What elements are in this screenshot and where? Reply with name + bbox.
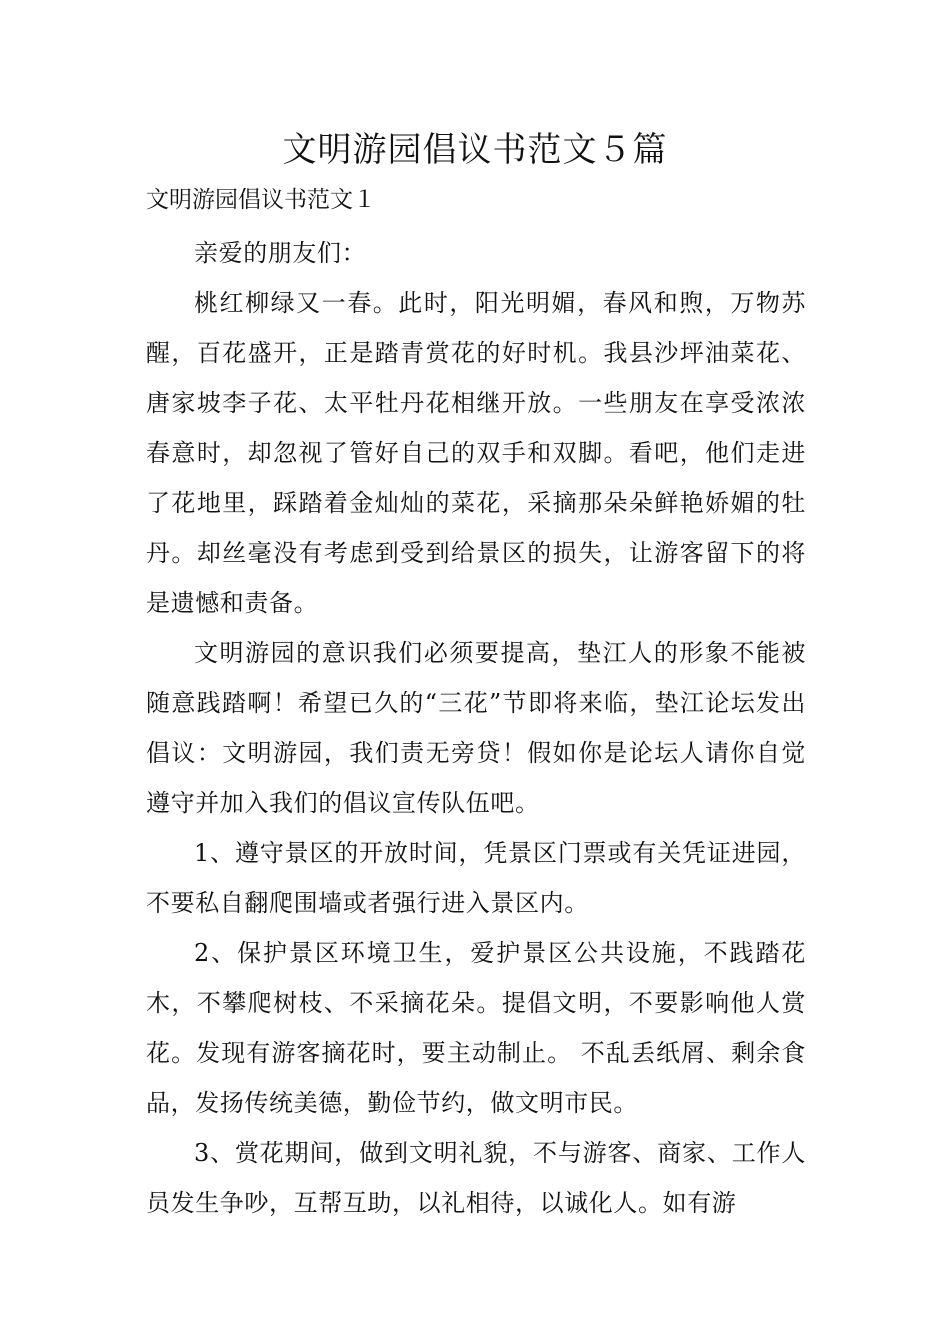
rule-item-2: 2、保护景区环境卫生，爱护景区公共设施，不践踏花木，不攀爬树枝、不采摘花朵。提倡文明，不要影响他人赏花。发现有游客摘花时，要主动制止。 不乱丢纸屑、剩余食品，发扬传统美德，勤俭节约，做文明市民。: [146, 939, 806, 1117]
paragraph-spring-scene: 桃红柳绿又一春。此时，阳光明媚，春风和煦，万物苏醒，百花盛开，正是踏青赏花的好时机。我县沙坪油菜花、唐家坡李子花、太平牡丹花相继开放。一些朋友在享受浓浓春意时，却忽视了管好自己的双手和双脚。看吧，他们走进了花地里，踩踏着金灿灿的菜花，采摘那朵朵鲜艳娇媚的牡丹。却丝毫没有考虑到受到给景区的损失，让游客留下的将是遗憾和责备。: [146, 289, 806, 617]
section-subtitle: 文明游园倡议书范文１: [146, 187, 376, 213]
rule-item-1: 1、遵守景区的开放时间，凭景区门票或有关凭证进园，不要私自翻爬围墙或者强行进入景区内。: [146, 839, 806, 917]
document-title: 文明游园倡议书范文５篇: [282, 130, 668, 170]
paragraph-initiative: 文明游园的意识我们必须要提高，垫江人的形象不能被随意践踏啊！希望已久的“三花”节即将来临，垫江论坛发出倡议：文明游园，我们责无旁贷！假如你是论坛人请你自觉遵守并加入我们的倡议宣传队伍吧。: [146, 639, 806, 817]
salutation: 亲爱的朋友们：: [194, 239, 367, 267]
rule-item-3: 3、赏花期间，做到文明礼貌，不与游客、商家、工作人员发生争吵，互帮互助，以礼相待，以诚化人。如有游: [146, 1139, 806, 1217]
document-body: [146, 228, 806, 1228]
